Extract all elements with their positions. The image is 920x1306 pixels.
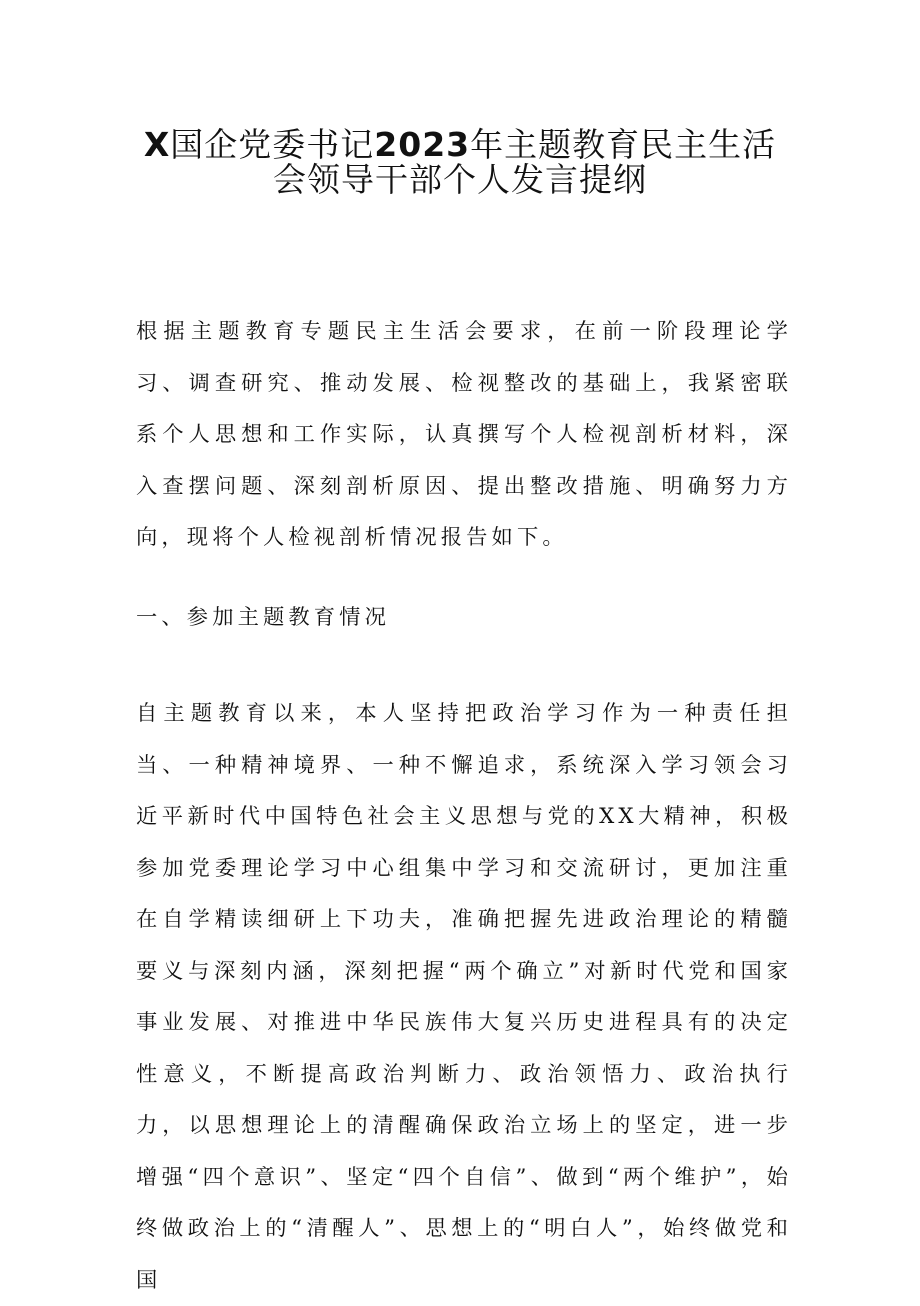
title-year: 2023	[374, 125, 471, 164]
title-text: 国企党委书记	[170, 125, 375, 164]
section-heading: 一、参加主题教育情况	[136, 605, 390, 630]
intro-paragraph: 根据主题教育专题民主生活会要求，在前一阶段理论学习、调查研究、推动发展、检视整改的基础上，我紧密联系个人思想和工作实际，认真撰写个人检视剖析材料，深入查摆问题、深刻剖析原因、提出整改措施、明确努力方向，现将个人检视剖析情况报告如下。	[136, 319, 792, 550]
section-paragraph: 自主题教育以来，本人坚持把政治学习作为一种责任担当、一种精神境界、一种不懈追求，系统深入学习领会习近平新时代中国特色社会主义思想与党的XX大精神，积极参加党委理论学习中心组集中学习和交流研讨，更加注重在自学精读细研上下功夫，准确把握先进政治理论的精髓要义与深刻内涵，深刻把握“两个确立”对新时代党和国家事业发展、对推进中华民族伟大复兴历史进程具有的决定性意义，不断提高政治判断力、政治领悟力、政治执行力，以思想理论上的清醒确保政治立场上的坚定，进一步增强“四个意识”、坚定“四个自信”、做到“两个维护”，始终做政治上的“清醒人”、思想上的“明白人”，始终做党和国	[136, 701, 792, 1293]
title-suffix: 年主题教育民主生活	[470, 125, 777, 164]
document-title-line-2: 会领导干部个人发言提纲	[273, 160, 647, 199]
title-prefix: X	[143, 125, 171, 164]
